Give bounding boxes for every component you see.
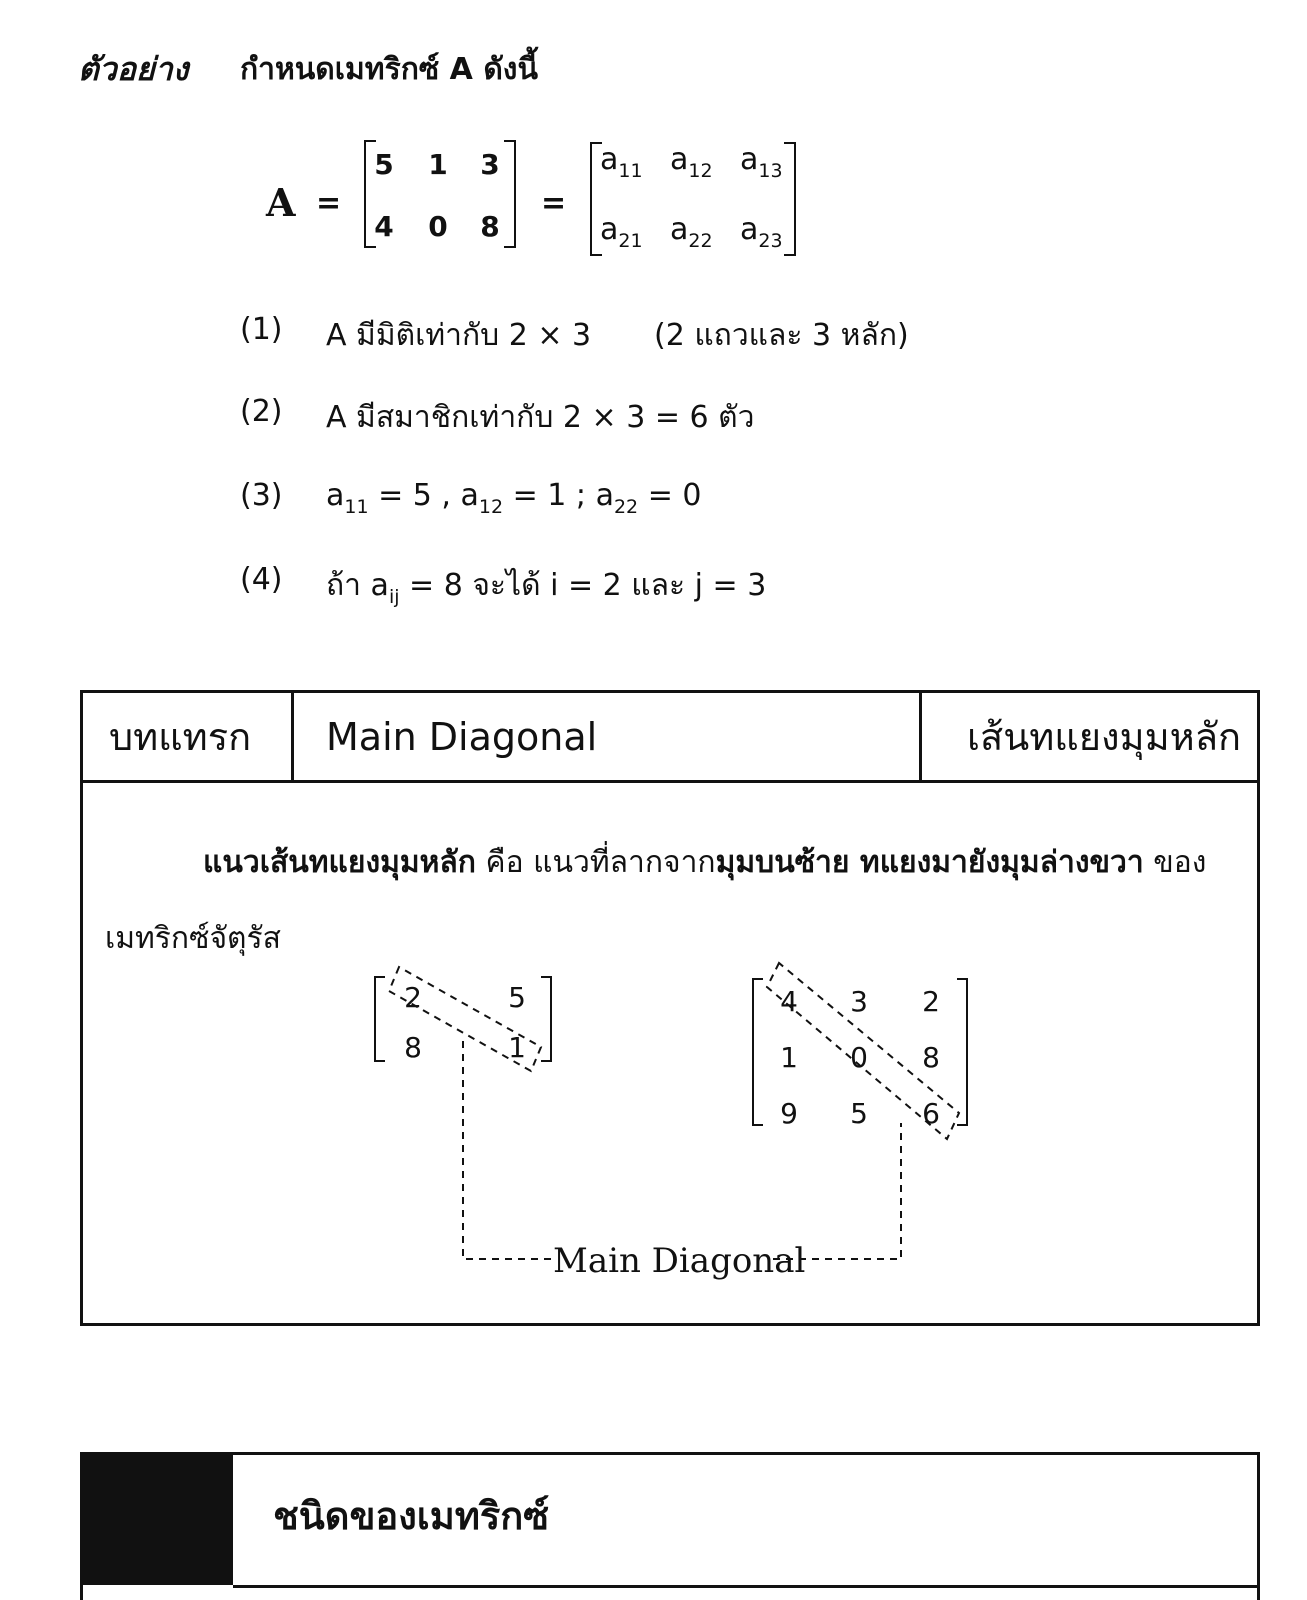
box-term: Main Diagonal [294, 693, 922, 780]
connector-line-right [773, 1123, 901, 1259]
main-diagonal-box [80, 690, 1260, 1326]
right-bracket [541, 977, 551, 1061]
property-number: (1) [240, 312, 283, 347]
matrix3-cell: 3 [850, 985, 868, 1018]
property-text: A มีสมาชิกเท่ากับ 2 × 3 = 6 ตัว [326, 400, 755, 435]
diagonal-illustration [83, 693, 1257, 1323]
box-term-thai: เส้นทแยงมุมหลัก [967, 715, 1241, 759]
section-divider [233, 1585, 1260, 1588]
matrix3-cell: 2 [922, 985, 940, 1018]
equals-sign: = [541, 186, 567, 221]
property-text: A มีมิติเท่ากับ 2 × 3 [326, 318, 592, 353]
equals-sign: = [316, 186, 342, 221]
property-number: (3) [240, 478, 283, 513]
matrix3-cell: 6 [922, 1097, 940, 1130]
matrix3-cell: 1 [780, 1041, 798, 1074]
definition-line-1: แนวเส้นทแยงมุมหลัก คือ แนวที่ลากจากมุมบนซ้าย ทแยงมายังมุมล่างขวา ของ [203, 845, 1207, 880]
matrix-cell: 3 [480, 148, 500, 181]
right-bracket [957, 979, 967, 1125]
matrix-element-a21: $a_{21}$ [600, 212, 643, 252]
matrix-name: A [266, 180, 296, 225]
right-bracket [784, 142, 796, 256]
property-number: (2) [240, 394, 283, 429]
box-tag: บทแทรก [83, 693, 294, 780]
main-diagonal-label: Main Diagonal [553, 1241, 806, 1281]
matrix2-cell: 8 [404, 1031, 422, 1064]
definition-line-2: เมทริกซ์จัตุรัส [105, 921, 281, 956]
matrix2-cell: 2 [404, 981, 422, 1014]
matrix2-cell: 5 [508, 981, 526, 1014]
matrix-cell: 5 [374, 148, 394, 181]
property-note: (2 แถวและ 3 หลัก) [654, 318, 909, 353]
matrix-element-a11: $a_{11}$ [600, 142, 643, 182]
left-bracket [753, 979, 763, 1125]
example-intro: กำหนดเมทริกซ์ A ดังนี้ [240, 52, 538, 87]
matrix-cell: 8 [480, 210, 500, 243]
section-header [80, 1452, 1260, 1600]
matrix3-cell: 5 [850, 1097, 868, 1130]
matrix3-cell: 9 [780, 1097, 798, 1130]
matrix3-cell: 8 [922, 1041, 940, 1074]
matrix3-cell: 4 [780, 985, 798, 1018]
matrix-element-a13: $a_{13}$ [740, 142, 783, 182]
matrix-cell: 1 [428, 148, 448, 181]
matrix-element-a22: $a_{22}$ [670, 212, 713, 252]
example-label: ตัวอย่าง [78, 50, 189, 88]
matrix2-cell: 1 [508, 1031, 526, 1064]
property-number: (4) [240, 562, 283, 597]
matrix3-cell: 0 [850, 1041, 868, 1074]
property-text: ถ้า $a_{ij} = 8$ จะได้ i = 2 และ j = 3 [326, 568, 767, 608]
matrix-element-a23: $a_{23}$ [740, 212, 783, 252]
matrix-element-a12: $a_{12}$ [670, 142, 713, 182]
left-bracket [375, 977, 385, 1061]
section-title: ชนิดของเมทริกซ์ [273, 1494, 550, 1538]
matrix-cell: 0 [428, 210, 448, 243]
matrix-cell: 4 [374, 210, 394, 243]
connector-line-left [463, 1041, 551, 1259]
section-marker [83, 1455, 233, 1585]
property-text: $a_{11} = 5$ , $a_{12} = 1$ ; $a_{22} = 0$ [326, 478, 702, 518]
